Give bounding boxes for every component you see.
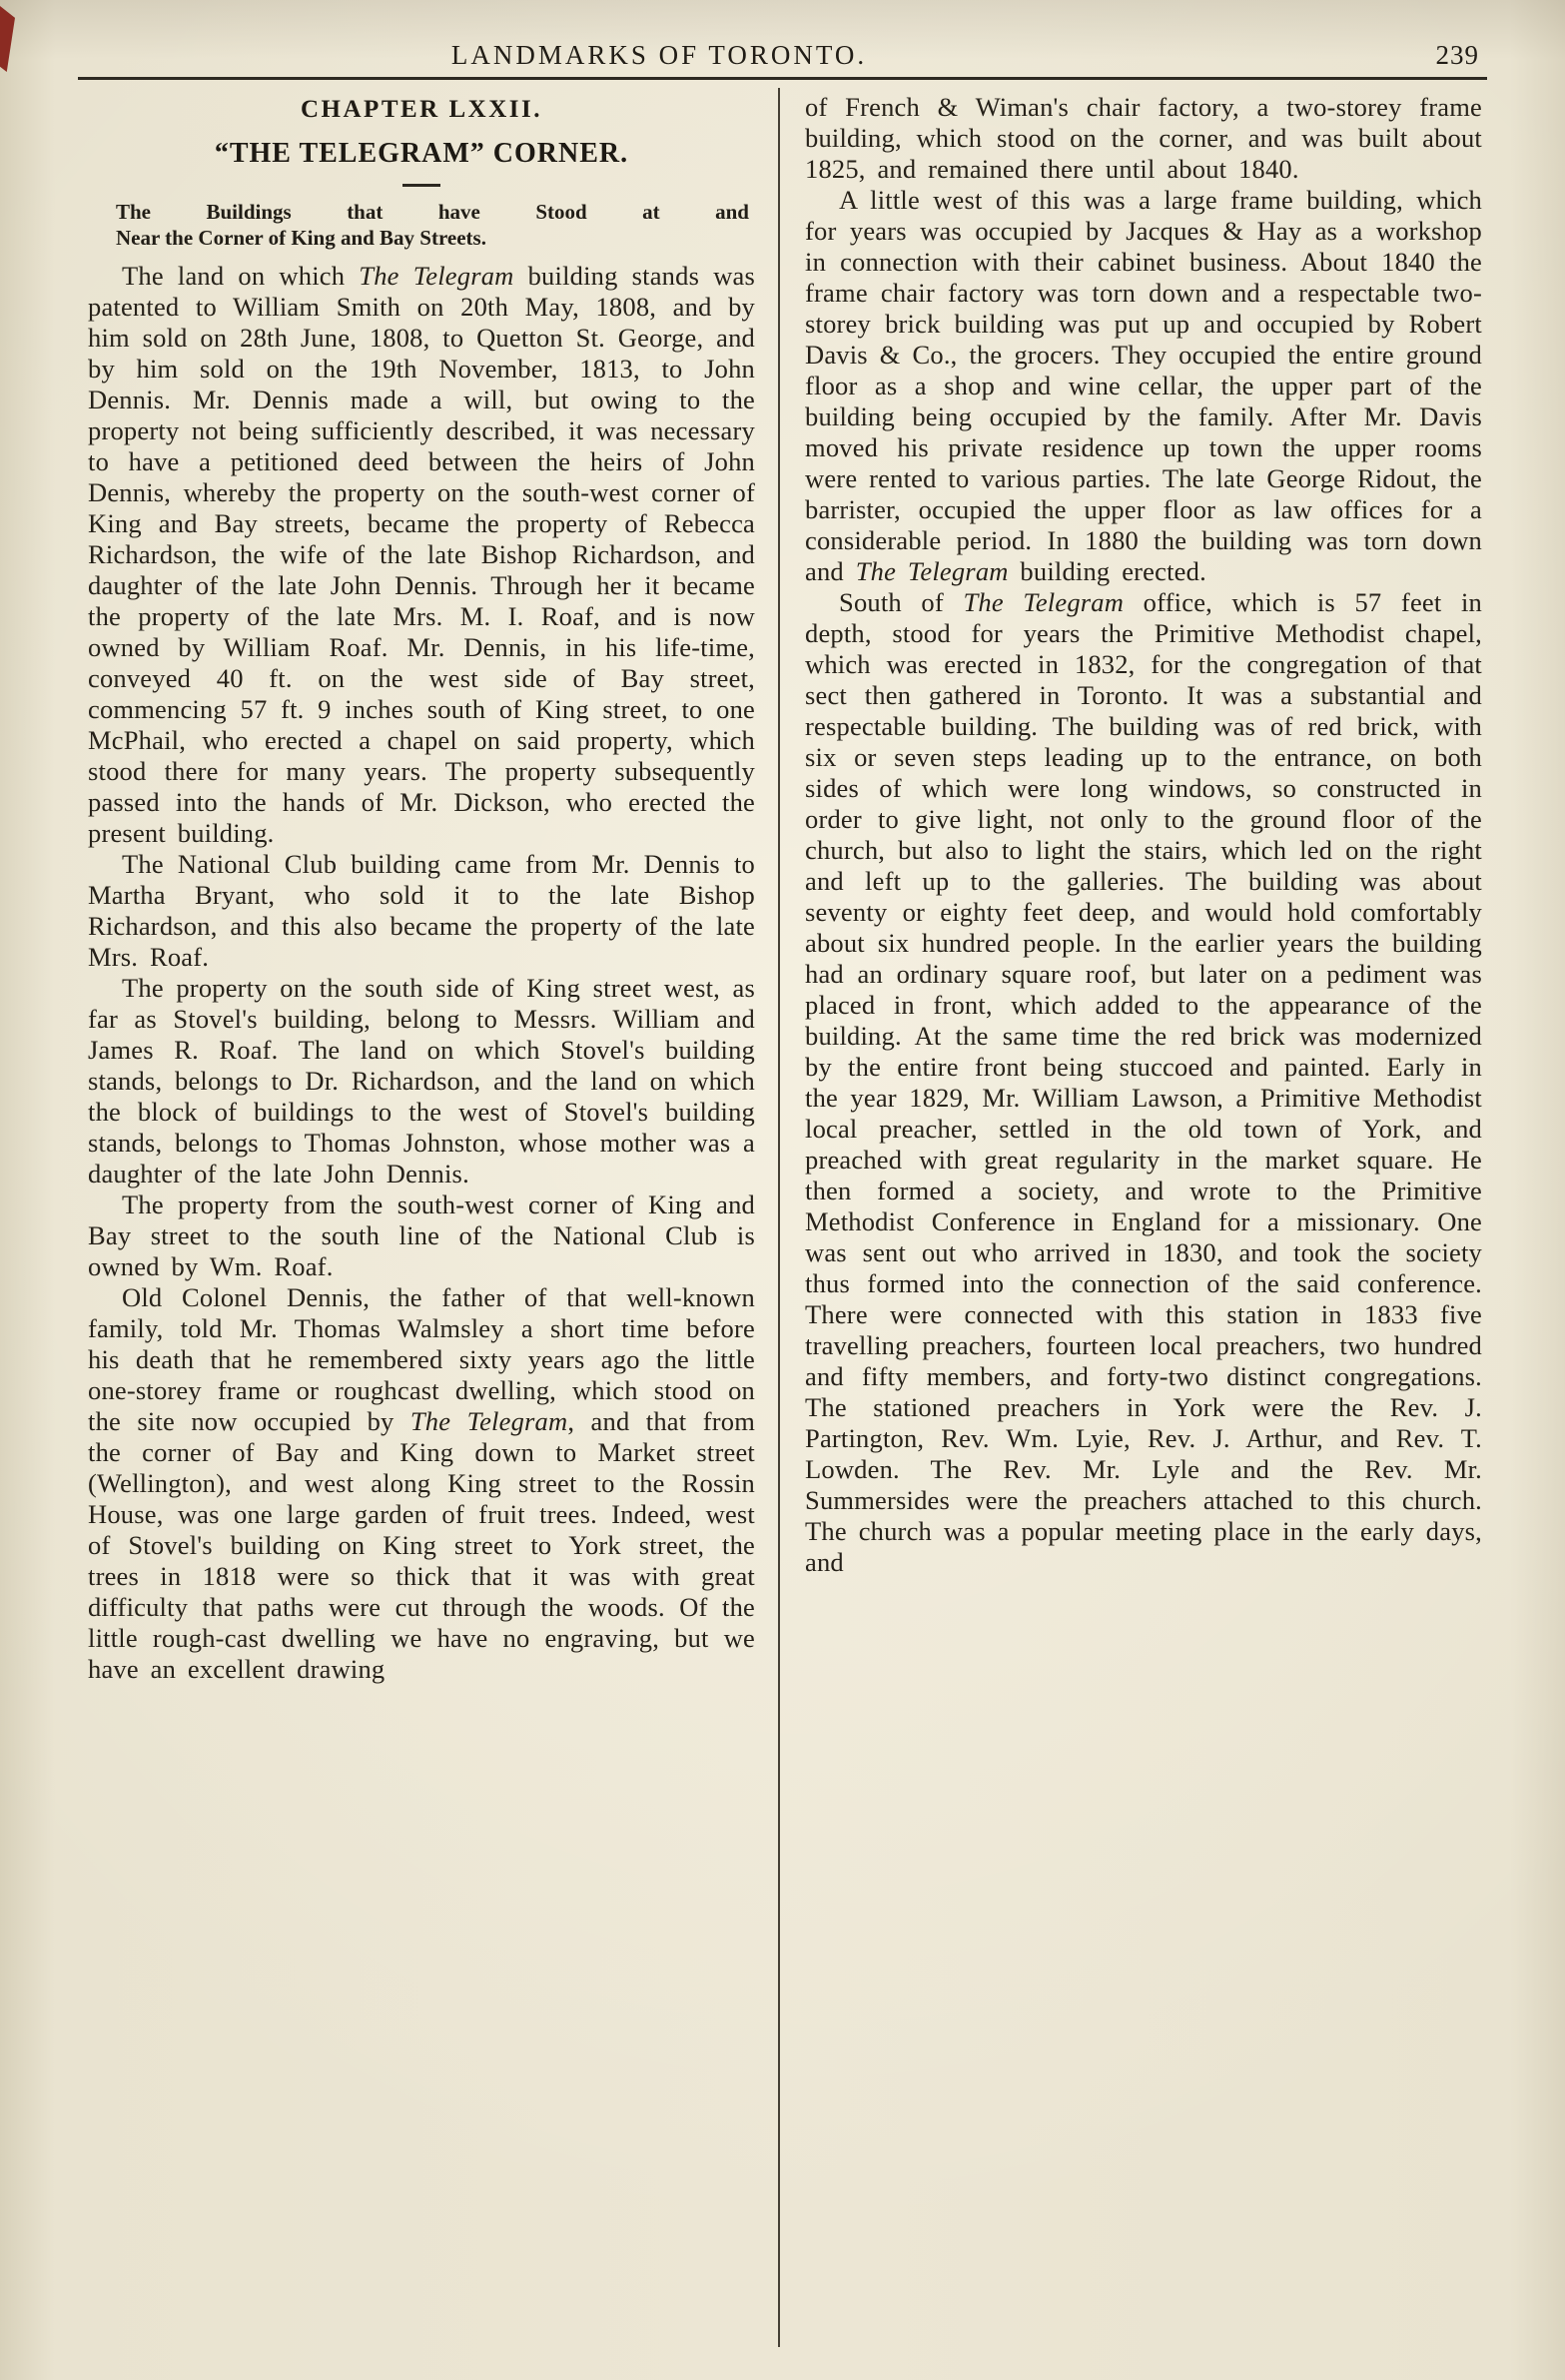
section-subtitle — [88, 199, 755, 251]
header-rule — [78, 77, 1487, 80]
text-run: building stands was patented to William Smith on 20th May, 1808, and by him sold on 28th June, 1808, to Quetton St. George, and by him sold on the 19th November, 1813, to John Dennis. Mr. Dennis made a will, but owing to the property not being sufficiently described, it was necessary to have a petitioned deed between the heirs of John Dennis, whereby the property on the south-west corner of King and Bay streets, became the property of Rebecca Richardson, the wife of the late Bishop Richardson, and daughter of the late John Dennis. Through her it became the property of the late Mrs. M. I. Roaf, and is now owned by William Roaf. Mr. Dennis, in his life-time, conveyed 40 ft. on the west side of Bay street, commencing 57 ft. 9 inches south of King street, to one McPhail, who erected a chapel on said property, which stood there for many years. The property subsequently passed into the hands of Mr. Dickson, who erected the present building. — [88, 261, 756, 848]
text-run: The property on the south side of King street west, as far as Stovel's building, belong to Messrs. William and James R. Roaf. The land on which Stovel's building stands, belongs to Dr. Richardson, and the land on which the block of buildings to the west of Stovel's building stands, belongs to Thomas Johnston, whose mother was a daughter of the late John Dennis. — [88, 973, 755, 1189]
text-run: building erected. — [1008, 556, 1206, 586]
paragraph — [88, 849, 755, 973]
paragraph — [88, 1190, 755, 1282]
right-column — [805, 92, 1482, 1578]
binding-edge-artifact — [0, 6, 15, 72]
subtitle-line-1: The Buildings that have Stood at and — [116, 200, 749, 224]
paragraph — [88, 261, 755, 849]
text-run: Old Colonel Dennis, the father of that well-known family, told Mr. Thomas Walmsley a short time before his death that he remembered sixty years ago the little one-storey frame or roughcast dwelling, which stood on the site now occupied by — [88, 1282, 755, 1436]
paragraph — [88, 973, 755, 1190]
column-divider — [778, 88, 780, 2347]
paragraph — [88, 1282, 755, 1685]
italic-book-title: The Telegram — [855, 556, 1009, 586]
article-title: “THE TELEGRAM” CORNER. — [214, 138, 629, 169]
title-separator — [402, 184, 440, 187]
italic-book-title: The Telegram — [409, 1406, 568, 1436]
text-run: of French & Wiman's chair factory, a two-storey frame building, which stood on the corner, and was built about 1825, and remained there until about 1840. — [805, 92, 1482, 184]
text-run: , and that from the corner of Bay and King down to Market street (Wellington), and west along King street to the Rossin House, was one large garden of fruit trees. Indeed, west of Stovel's building on King street to York street, the trees in 1818 were so thick that it was with great difficulty that paths were cut through the woods. Of the little rough-cast dwelling we have no engraving, but we have an excellent drawing — [88, 1406, 756, 1684]
italic-book-title: The Telegram — [359, 261, 514, 291]
text-run: A little west of this was a large frame building, which for years was occupied by Jacques & Hay as a workshop in connection with their cabinet business. About 1840 the frame chair factory was torn down and a respectable two-storey brick building was put up and occupied by Robert Davis & Co., the grocers. They occupied the entire ground floor as a shop and wine cellar, the upper part of the building being occupied by the family. After Mr. Davis moved his private residence up town the upper rooms were rented to various parties. The late George Ridout, the barrister, occupied the upper floor as law offices for a considerable period. In 1880 the building was torn down and — [805, 185, 1482, 586]
italic-book-title: The Telegram — [963, 587, 1125, 617]
paragraph — [805, 92, 1482, 185]
running-head-title: LANDMARKS OF TORONTO. — [450, 40, 868, 70]
text-run: office, which is 57 feet in depth, stood for years the Primitive Methodist chapel, which was erected in 1832, for the congregation of that sect then gathered in Toronto. It was a substantial and respectable building. The building was of red brick, with six or seven steps leading up to the entrance, on both sides of which were long windows, so constructed in order to give light, not only to the ground floor of the church, but also to light the stairs, which led on the right and left up to the galleries. The building was about seventy or eighty feet deep, and would hold comfortably about six hundred people. In the earlier years the building had an ordinary square roof, but later on a pediment was placed in front, which added to the appearance of the building. At the same time the red brick was modernized by the entire front being stuccoed and painted. Early in the year 1829, Mr. William Lawson, a Primitive Methodist local preacher, settled in the old town of York, and preached with great regularity in the market square. He then formed a society, and wrote to the Primitive Methodist Conference in England for a missionary. One was sent out who arrived in 1830, and took the society thus formed into the connection of the said conference. There were connected with this station in 1833 five travelling preachers, fourteen local preachers, two hundred and fifty members, and forty-two distinct congregations. The stationed preachers in York were the Rev. J. Partington, Rev. Wm. Lyie, Rev. J. Arthur, and Rev. T. Lowden. The Rev. Mr. Lyle and the Rev. Mr. Summersides were the preachers attached to this church. The church was a popular meeting place in the early days, and — [805, 587, 1483, 1577]
left-column-text — [88, 261, 755, 1685]
paragraph — [805, 587, 1482, 1578]
chapter-heading: CHAPTER LXXII. — [301, 96, 542, 123]
right-column-text — [805, 92, 1482, 1578]
left-column — [88, 92, 755, 1685]
subtitle-line-2: Near the Corner of King and Bay Streets. — [116, 226, 486, 250]
text-run: South of — [839, 587, 964, 617]
text-run: The property from the south-west corner of King and Bay street to the south line of the National Club is owned by Wm. Roaf. — [88, 1190, 755, 1281]
page-number: 239 — [1435, 40, 1479, 70]
paragraph — [805, 185, 1482, 587]
text-run: The National Club building came from Mr. Dennis to Martha Bryant, who sold it to the late Bishop Richardson, and this also became the property of the late Mrs. Roaf. — [88, 849, 755, 972]
text-run: The land on which — [122, 261, 360, 291]
